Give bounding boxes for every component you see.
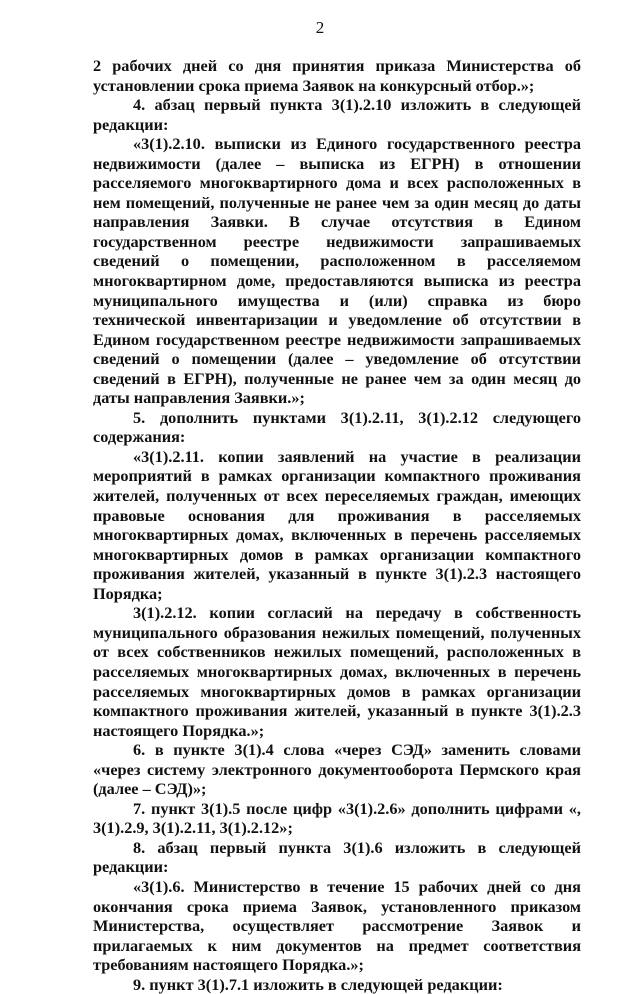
paragraph: 5. дополнить пунктами 3(1).2.11, 3(1).2.12 следующего содержания:	[93, 407, 581, 447]
paragraph: 3(1).2.12. копии согласий на передачу в собственность муниципального образования нежилых помещений, полученных от всех собственников нежилых помещений, расположенных в расселяемых многоквартирных домах, включенных в перечень расселяемых многоквартирных домов в рамках организации компактного проживания жителей, указанный в пункте 3(1).2.3 настоящего Порядка.»;	[93, 603, 581, 740]
paragraph: 7. пункт 3(1).5 после цифр «3(1).2.6» дополнить цифрами «, 3(1).2.9, 3(1).2.11, 3(1).2.12»;	[93, 798, 581, 838]
paragraph: 9. пункт 3(1).7.1 изложить в следующей редакции:	[133, 974, 503, 994]
document-body	[93, 56, 581, 994]
paragraph: 8. абзац первый пункта 3(1).6 изложить в следующей редакции:	[93, 837, 581, 877]
paragraph: 4. абзац первый пункта 3(1).2.10 изложить в следующей редакции:	[93, 95, 581, 134]
paragraph: «3(1).2.10. выписки из Единого государственного реестра недвижимости (далее – выписка из ЕГРН) в отношении расселяемого многоквартирного дома и всех расположенных в нем помещений, полученные не ранее чем за один месяц до даты направления Заявки. В случае отсутствия в Едином государственном реестре недвижимости запрашиваемых сведений о помещении, расположенном в расселяемом многоквартирном доме, предоставляются выписка из реестра муниципального имущества и (или) справка из бюро технической инвентаризации и уведомление об отсутствии в Едином государственном реестре недвижимости запрашиваемых сведений о помещении (далее – уведомление об отсутствии сведений в ЕГРН), полученные не ранее чем за один месяц до даты направления Заявки.»;	[93, 134, 581, 408]
page-number: 2	[315, 18, 325, 37]
paragraph: «3(1).6. Министерство в течение 15 рабочих дней со дня окончания срока приема Заявок, установленного приказом Министерства, осуществляет рассмотрение Заявок и прилагаемых к ним документов на предмет соответствия требованиям настоящего Порядка.»;	[93, 876, 581, 975]
paragraph: 6. в пункте 3(1).4 слова «через СЭД» заменить словами «через систему электронного документооборота Пермского края (далее – СЭД)»;	[93, 740, 581, 799]
paragraph: «3(1).2.11. копии заявлений на участие в реализации мероприятий в рамках организации компактного проживания жителей, полученных от всех переселяемых граждан, имеющих правовые основания для проживания в расселяемых многоквартирных домах, включенных в перечень расселяемых многоквартирных домов в рамках организации компактного проживания жителей, указанный в пункте 3(1).2.3 настоящего Порядка;	[93, 446, 581, 603]
paragraph: 2 рабочих дней со дня принятия приказа Министерства об установлении срока приема Заявок на конкурсный отбор.»;	[93, 56, 581, 95]
